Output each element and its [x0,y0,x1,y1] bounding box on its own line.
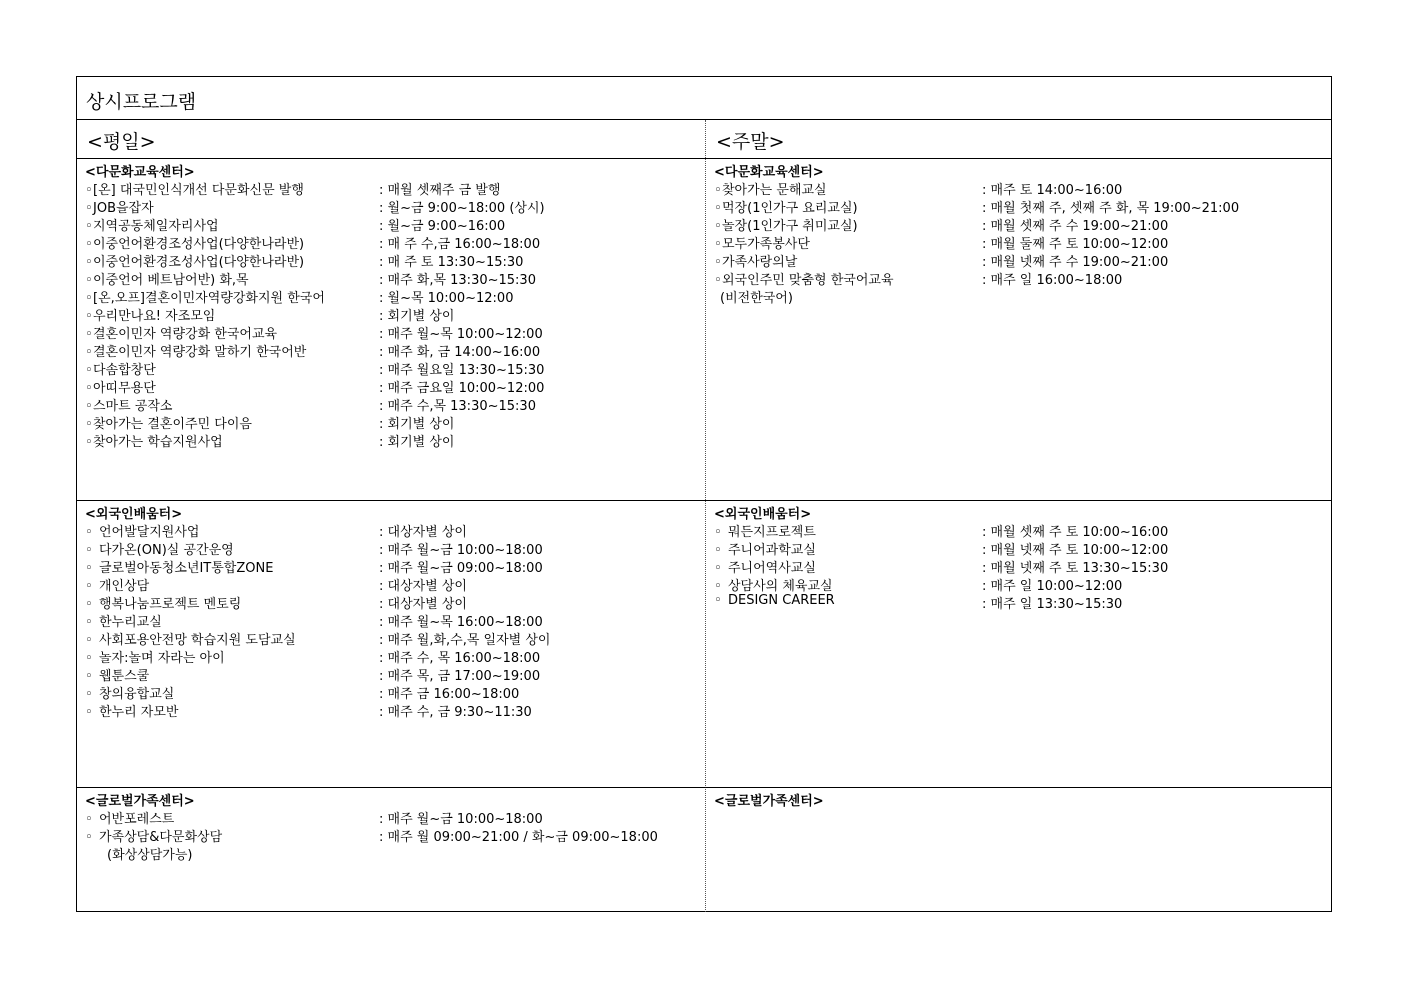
program-name-text: 이중언어 베트남어반) 화,목 [93,273,249,288]
program-name-text: 한누리 자모반 [99,705,179,720]
program-schedule: : 매주 월요일 13:30~15:30 [379,363,545,378]
program-name [85,215,219,234]
program-schedule: : 매 주 수,금 16:00~18:00 [379,237,541,252]
program-name-text: 행복나눔프로젝트 멘토링 [99,597,242,612]
bullet-icon: ◦ [85,705,93,720]
program-name [714,269,894,288]
program-name [85,557,273,576]
bullet-icon: ◦ [714,183,722,198]
bullet-icon: ◦ [714,543,722,558]
section-title: <글로벌가족센터> [85,794,195,809]
bullet-icon: ◦ [85,381,93,396]
bullet-icon: ◦ [85,435,93,450]
bullet-icon: ◦ [85,597,93,612]
program-schedule: : 매월 넷째 주 토 13:30~15:30 [982,561,1169,576]
program-schedule: : 매월 셋째 주 토 10:00~16:00 [982,525,1169,540]
program-name [85,251,304,270]
program-name-text: 우리만나요! 자조모임 [93,309,216,324]
program-schedule: : 대상자별 상이 [379,597,467,612]
program-name-text: 글로벌아동청소년IT통합ZONE [99,561,274,576]
program-name-text: 가족상담&다문화상담 [99,830,223,845]
bullet-icon: ◦ [714,201,722,216]
bullet-icon: ◦ [714,525,722,540]
program-name-text: 이중언어환경조성사업(다양한나라반) [93,255,305,270]
program-name [714,197,858,216]
program-name-text: 뭐든지프로젝트 [728,525,816,540]
bullet-icon: ◦ [85,830,93,845]
program-name [714,593,835,608]
program-schedule: : 매주 월~금 10:00~18:00 [379,812,543,827]
bullet-icon: ◦ [85,561,93,576]
program-name [85,629,296,648]
program-schedule: : 대상자별 상이 [379,579,467,594]
weekday-header-cell [77,120,705,158]
program-name [85,808,174,827]
bullet-icon: ◦ [85,255,93,270]
program-schedule: : 매월 셋째주 금 발행 [379,183,501,198]
weekend-global-cell [706,788,1331,912]
program-schedule: : 매주 수, 목 16:00~18:00 [379,651,541,666]
program-schedule: : 매월 셋째 주 수 19:00~21:00 [982,219,1169,234]
program-name-text: 어반포레스트 [99,812,175,827]
program-name-text: 모두가족봉사단 [722,237,810,252]
program-name [85,431,223,450]
program-schedule: : 매주 화,목 13:30~15:30 [379,273,536,288]
bullet-icon: ◦ [85,543,93,558]
program-name-text: 아띠무용단 [93,381,156,396]
program-schedule: : 매주 일 10:00~12:00 [982,579,1123,594]
weekend-header-cell [706,120,1331,158]
program-note: (비전한국어) [720,291,793,306]
weekend-foreigner-cell [706,501,1331,787]
program-name [714,179,827,198]
program-name [85,683,174,702]
bullet-icon: ◦ [714,219,722,234]
program-schedule: : 월~금 9:00~18:00 (상시) [379,201,545,216]
program-name [714,251,797,270]
bullet-icon: ◦ [714,593,722,608]
bullet-icon: ◦ [85,345,93,360]
bullet-icon: ◦ [85,183,93,198]
weekend-multicultural-cell [706,159,1331,500]
bullet-icon: ◦ [85,417,93,432]
program-schedule: : 매주 수,목 13:30~15:30 [379,399,536,414]
program-name [714,215,858,234]
bullet-icon: ◦ [85,812,93,827]
title-row [77,77,1331,120]
program-name-text: [온] 대국민인식개선 다문화신문 발행 [93,183,304,198]
section-title: <외국인배움터> [85,507,183,522]
program-name [85,539,234,558]
program-schedule: : 매주 일 13:30~15:30 [982,597,1123,612]
program-name [85,647,225,666]
program-name [85,575,149,594]
bullet-icon: ◦ [85,687,93,702]
program-schedule: : 매주 월,화,수,목 일자별 상이 [379,633,551,648]
program-name-text: DESIGN CAREER [728,593,835,608]
program-schedule: : 매월 넷째 주 토 10:00~12:00 [982,543,1169,558]
bullet-icon: ◦ [714,579,722,594]
program-name-text: 언어발달지원사업 [99,525,200,540]
program-name-text: 스마트 공작소 [93,399,173,414]
program-schedule: : 매주 목, 금 17:00~19:00 [379,669,541,684]
program-name-text: 웹툰스쿨 [99,669,150,684]
program-name-text: 다가온(ON)실 공간운영 [99,543,234,558]
program-name-text: 먹장(1인가구 요리교실) [722,201,858,216]
program-schedule: : 매주 일 16:00~18:00 [982,273,1123,288]
program-note: (화상상담가능) [107,848,193,863]
program-name-text: 놀장(1인가구 취미교실) [722,219,858,234]
program-name [85,305,215,324]
program-schedule: : 월~금 9:00~16:00 [379,219,506,234]
program-name-text: 찾아가는 학습지원사업 [93,435,223,450]
section-title: <외국인배움터> [714,507,812,522]
program-name [85,341,306,360]
section-title: <글로벌가족센터> [714,794,824,809]
bullet-icon: ◦ [85,291,93,306]
bullet-icon: ◦ [85,669,93,684]
program-name-text: [온,오프]결혼이민자역량강화지원 한국어 [93,291,325,306]
header-row [77,120,1331,159]
program-name-text: 사회포용안전망 학습지원 도담교실 [99,633,296,648]
program-schedule: : 매 주 토 13:30~15:30 [379,255,524,270]
program-name [85,665,149,684]
document-title: 상시프로그램 [86,91,197,113]
program-name [85,323,277,342]
program-schedule: : 매주 토 14:00~16:00 [982,183,1123,198]
program-schedule: : 매주 월~금 09:00~18:00 [379,561,543,576]
program-name-text: 가족사랑의날 [722,255,798,270]
bullet-icon: ◦ [85,201,93,216]
program-name-text: 결혼이민자 역량강화 한국어교육 [93,327,278,342]
bullet-icon: ◦ [85,615,93,630]
program-name-text: 창의융합교실 [99,687,175,702]
program-schedule: : 매주 월 09:00~21:00 / 화~금 09:00~18:00 [379,830,658,845]
program-schedule: : 매월 첫째 주, 셋째 주 화, 목 19:00~21:00 [982,201,1240,216]
program-name-text: 찾아가는 결혼이주민 다이음 [93,417,252,432]
program-schedule: : 회기별 상이 [379,417,455,432]
bullet-icon: ◦ [85,327,93,342]
program-schedule: : 매월 둘째 주 토 10:00~12:00 [982,237,1169,252]
program-schedule: : 회기별 상이 [379,435,455,450]
program-name [85,269,249,288]
program-name [85,197,154,216]
program-name [85,826,222,845]
program-name-text: 외국인주민 맞춤형 한국어교육 [722,273,894,288]
program-schedule: : 매주 금요일 10:00~12:00 [379,381,545,396]
program-name-text: 주니어과학교실 [728,543,816,558]
weekday-header: <평일> [87,131,156,153]
program-name [714,521,816,540]
program-name-text: 찾아가는 문해교실 [722,183,827,198]
section-title: <다문화교육센터> [85,165,195,180]
program-name-text: 상담사의 체육교실 [728,579,833,594]
bullet-icon: ◦ [85,237,93,252]
program-schedule: : 매주 화, 금 14:00~16:00 [379,345,541,360]
bullet-icon: ◦ [714,255,722,270]
bullet-icon: ◦ [714,561,722,576]
bullet-icon: ◦ [85,651,93,666]
bullet-icon: ◦ [85,525,93,540]
bullet-icon: ◦ [85,219,93,234]
program-document [76,76,1332,912]
program-name [714,575,833,594]
weekday-multicultural-cell [77,159,705,500]
bullet-icon: ◦ [85,579,93,594]
program-schedule: : 월~목 10:00~12:00 [379,291,514,306]
bullet-icon: ◦ [85,399,93,414]
program-name [85,359,156,378]
program-name [85,395,172,414]
program-name [85,611,162,630]
program-schedule: : 매주 금 16:00~18:00 [379,687,520,702]
program-name [714,557,816,576]
program-name-text: 결혼이민자 역량강화 말하기 한국어반 [93,345,307,360]
program-name [85,521,199,540]
bullet-icon: ◦ [85,633,93,648]
bullet-icon: ◦ [714,237,722,252]
program-name [85,701,178,720]
program-schedule: : 매주 월~금 10:00~18:00 [379,543,543,558]
program-name [85,233,304,252]
program-name-text: 이중언어환경조성사업(다양한나라반) [93,237,305,252]
weekday-global-cell [77,788,705,912]
bullet-icon: ◦ [85,309,93,324]
weekend-header: <주말> [716,131,785,153]
program-name-text: 한누리교실 [99,615,162,630]
program-name-text: 지역공동체일자리사업 [93,219,219,234]
bullet-icon: ◦ [714,273,722,288]
program-schedule: : 매주 수, 금 9:30~11:30 [379,705,532,720]
program-schedule: : 매월 넷째 주 수 19:00~21:00 [982,255,1169,270]
program-schedule: : 회기별 상이 [379,309,455,324]
program-name [85,377,156,396]
program-name-text: 주니어역사교실 [728,561,816,576]
program-name [714,233,810,252]
program-name-text: 놀자:놀며 자라는 아이 [99,651,225,666]
bullet-icon: ◦ [85,363,93,378]
weekday-foreigner-cell [77,501,705,787]
program-schedule: : 매주 월~목 16:00~18:00 [379,615,543,630]
program-name [85,287,325,306]
program-name [714,539,816,558]
bullet-icon: ◦ [85,273,93,288]
program-name [85,179,304,198]
program-name-text: JOB을잡자 [93,201,154,216]
section-title: <다문화교육센터> [714,165,824,180]
program-name [85,413,252,432]
program-name-text: 다솜합창단 [93,363,156,378]
program-schedule: : 매주 월~목 10:00~12:00 [379,327,543,342]
program-schedule: : 대상자별 상이 [379,525,467,540]
program-name-text: 개인상담 [99,579,150,594]
program-name [85,593,241,612]
